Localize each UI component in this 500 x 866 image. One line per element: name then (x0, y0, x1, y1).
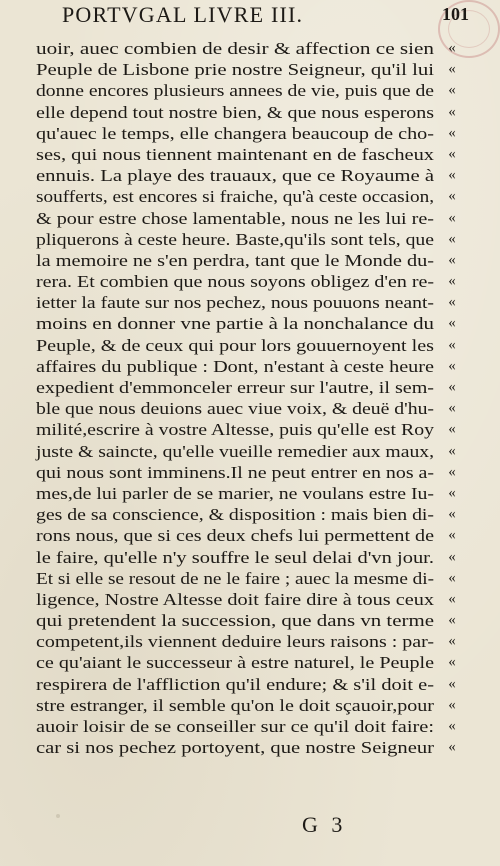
margin-quote-mark: « (448, 633, 456, 650)
text-line-content: qui nous sont imminens.Il ne peut entrer en nos a- (36, 462, 434, 482)
text-line-content: expedient d'emmonceler erreur sur l'autre, il sem- (36, 378, 434, 397)
margin-quote-mark: « (448, 675, 456, 692)
text-line (36, 610, 434, 631)
text-line (36, 589, 434, 610)
text-line-content: uoir, auec combien de desir & affection ce sien (36, 39, 434, 58)
margin-quote-mark: « (448, 251, 456, 268)
text-line-content: & pour estre chose lamentable, nous ne les lui re- (36, 208, 435, 228)
text-line-content: ietter la faute sur nos pechez, nous pouuons neant- (36, 293, 434, 313)
text-line-content: pliquerons à ceste heure. Baste,qu'ils sont tels, que (36, 229, 434, 249)
text-line (36, 292, 434, 313)
text-line-content: donne encores plusieurs annees de vie, puis que de (36, 81, 434, 101)
margin-quote-mark: « (448, 718, 456, 734)
margin-quote-mark: « (448, 315, 456, 332)
margin-quote-mark: « (448, 336, 456, 353)
margin-quote-mark: « (448, 188, 456, 205)
text-line (36, 525, 434, 546)
margin-quote-mark: « (448, 612, 456, 629)
text-line (36, 504, 434, 525)
text-line-content: stre estranger, il semble qu'on le doit sçauoir,pour (36, 695, 434, 715)
text-line-content: soufferts, est encores si fraiche, qu'à ceste occasion, (36, 187, 434, 207)
text-line-content: Peuple de Lisbone prie nostre Seigneur, qu'il lui (36, 60, 434, 80)
body-text (36, 38, 434, 758)
text-line (36, 38, 434, 59)
text-line-content: rera. Et combien que nous soyons obligez d'en re- (36, 272, 434, 292)
text-line-content: ennuis. La playe des trauaux, que ce Royaume à (36, 166, 435, 186)
text-line-content: auoir loisir de se conseiller sur ce qu'il doit faire: (36, 717, 434, 736)
text-line-content: le faire, qu'elle n'y souffre le seul delai d'vn jour. (36, 547, 435, 567)
margin-quote-mark: « (448, 421, 456, 438)
text-line (36, 377, 434, 398)
text-line (36, 165, 434, 186)
text-line (36, 250, 434, 271)
margin-quote-mark: « (448, 696, 456, 713)
text-line (36, 123, 434, 144)
text-line-content: ce qu'aiant le successeur à estre naturel, le Peuple (36, 653, 434, 673)
text-line (36, 313, 434, 334)
margin-quote-mark: « (448, 124, 456, 141)
text-line (36, 568, 434, 589)
text-line-content: qui pretendent la succession, que dans vn terme (36, 611, 434, 631)
text-line (36, 335, 434, 356)
margin-quote-mark: « (448, 463, 456, 480)
text-line-content: la memoire ne s'en perdra, tant que le Monde du- (36, 250, 434, 270)
text-line (36, 716, 434, 737)
text-line-content: elle depend tout nostre bien, & que nous esperons (36, 102, 435, 122)
text-line-content: moins en donner vne partie à la nonchalance du (36, 314, 434, 334)
signature-mark: G 3 (302, 812, 347, 837)
text-line-content: ses, qui nous tiennent maintenant en de fascheux (36, 144, 434, 164)
margin-quote-mark: « (448, 167, 456, 184)
text-line (36, 547, 434, 568)
text-line-content: ligence, Nostre Altesse doit faire dire à tous ceux (36, 589, 434, 609)
text-line (36, 419, 434, 440)
text-line-content: qu'auec le temps, elle changera beaucoup de cho- (36, 123, 434, 143)
margin-quote-mark: « (448, 442, 456, 459)
margin-quote-mark: « (448, 357, 456, 374)
text-line (36, 737, 434, 758)
margin-quote-mark: « (448, 61, 456, 78)
text-line (36, 356, 434, 377)
text-line-content: ble que nous deuions auec viue voix, & deuë d'hu- (36, 399, 434, 419)
margin-quote-mark: « (448, 145, 456, 162)
margin-quote-mark: « (448, 103, 456, 120)
margin-quote-mark: « (448, 400, 456, 417)
margin-quote-mark: « (448, 590, 456, 607)
text-line-content: Peuple, & de ceux qui pour lors gouuernoyent les (36, 335, 434, 355)
text-line (36, 80, 434, 101)
text-line (36, 102, 434, 123)
text-line (36, 652, 434, 673)
running-title: PORTVGAL LIVRE III. (62, 2, 304, 27)
text-line (36, 59, 434, 80)
text-line (36, 144, 434, 165)
text-line (36, 483, 434, 504)
text-line (36, 674, 434, 695)
text-line-content: competent,ils viennent deduire leurs raisons : par- (36, 632, 435, 652)
text-line-content: milité,escrire à vostre Altesse, puis qu'elle est Roy (36, 420, 434, 440)
text-line (36, 229, 434, 250)
ink-speck (56, 814, 60, 818)
text-line-content: rons nous, que si ces deux chefs lui permettent de (36, 526, 434, 546)
margin-quote-mark: « (448, 40, 456, 56)
margin-quote-mark: « (448, 548, 456, 565)
margin-quote-mark: « (448, 273, 456, 290)
text-line-content: Et si elle se resout de ne le faire ; auec la mesme di- (36, 568, 434, 588)
margin-quote-mark: « (448, 569, 456, 586)
margin-quote-mark: « (448, 654, 456, 671)
text-line (36, 186, 434, 207)
margin-quote-marks (440, 38, 464, 758)
margin-quote-mark: « (448, 739, 456, 756)
margin-quote-mark: « (448, 484, 456, 501)
page-number: 101 (442, 4, 469, 24)
text-line (36, 398, 434, 419)
text-line-content: affaires du publique : Dont, n'estant à ceste heure (36, 356, 434, 376)
text-line-content: ges de sa conscience, & disposition : mais bien di- (36, 505, 434, 525)
text-line (36, 631, 434, 652)
text-line (36, 462, 434, 483)
margin-quote-mark: « (448, 527, 456, 544)
margin-quote-mark: « (448, 379, 456, 395)
margin-quote-mark: « (448, 506, 456, 523)
margin-quote-mark: « (448, 294, 456, 311)
text-line (36, 695, 434, 716)
text-line-content: respirera de l'affliction qu'il endure; & s'il doit e- (36, 674, 434, 694)
text-line-content: juste & saincte, qu'elle vueille remedier aux maux, (36, 441, 435, 461)
text-line (36, 441, 434, 462)
margin-quote-mark: « (448, 82, 456, 99)
text-line (36, 271, 434, 292)
margin-quote-mark: « (448, 209, 456, 226)
text-line-content: car si nos pechez portoyent, que nostre Seigneur (36, 738, 434, 758)
text-line (36, 208, 434, 229)
text-line-content: mes,de lui parler de se marier, ne voulans estre Iu- (36, 483, 434, 503)
margin-quote-mark: « (448, 230, 456, 247)
